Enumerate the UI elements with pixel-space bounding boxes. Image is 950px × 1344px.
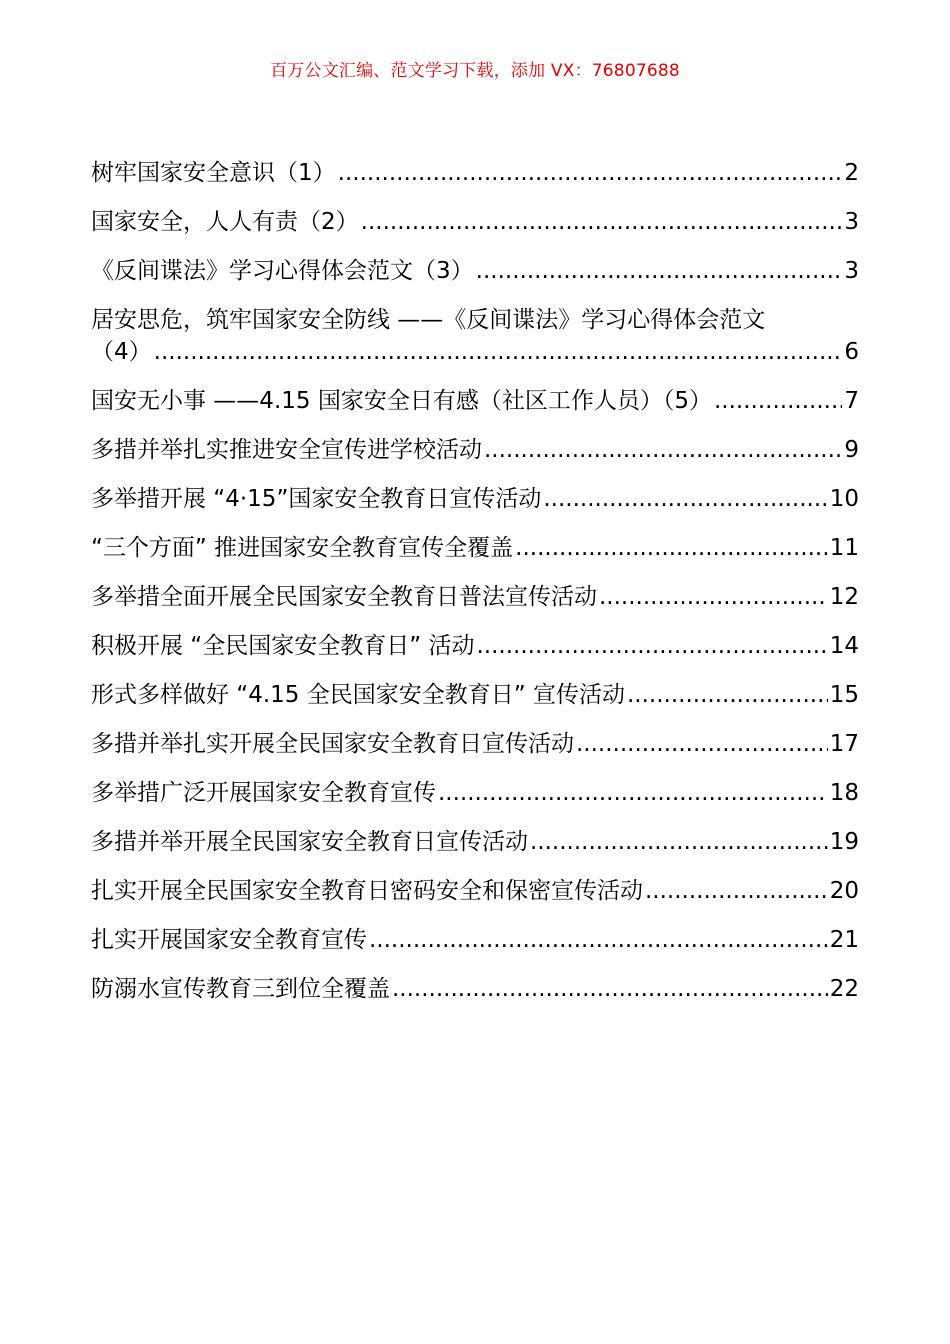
toc-dot-leader	[392, 974, 828, 1004]
toc-entry[interactable]	[91, 435, 859, 465]
toc-page-number: 9	[844, 437, 859, 463]
toc-entry-title: 多措并举扎实推进安全宣传进学校活动	[91, 437, 482, 463]
toc-dot-leader	[438, 778, 828, 808]
toc-page-number: 19	[829, 829, 859, 855]
toc-page-number: 3	[844, 209, 859, 235]
toc-dot-leader	[576, 729, 828, 759]
toc-entry-title: 多措并举开展全民国家安全教育日宣传活动	[91, 829, 528, 855]
toc-entry[interactable]	[91, 680, 859, 710]
table-of-contents	[91, 158, 859, 1004]
toc-entry-title: 多举措开展 “4·15”国家安全教育日宣传活动	[91, 486, 542, 512]
toc-dot-leader	[714, 386, 842, 416]
toc-entry-title: 积极开展 “全民国家安全教育日” 活动	[91, 633, 475, 659]
toc-entry[interactable]	[91, 484, 859, 514]
toc-entry-title: 防溺水宣传教育三到位全覆盖	[91, 976, 390, 1002]
toc-entry-title: 扎实开展国家安全教育宣传	[91, 927, 367, 953]
toc-entry-title: 树牢国家安全意识（1）	[91, 160, 336, 186]
toc-page-number: 17	[829, 731, 859, 757]
toc-entry-title: 形式多样做好 “4.15 全民国家安全教育日” 宣传活动	[91, 682, 625, 708]
toc-entry[interactable]	[91, 631, 859, 661]
toc-entry[interactable]	[91, 386, 859, 416]
toc-entry[interactable]	[91, 207, 859, 237]
toc-dot-leader	[515, 533, 828, 563]
toc-entry-title: 多举措广泛开展国家安全教育宣传	[91, 780, 436, 806]
toc-dot-leader	[369, 925, 828, 955]
toc-dot-leader	[154, 337, 843, 367]
toc-dot-leader	[645, 876, 828, 906]
toc-dot-leader	[543, 484, 827, 514]
toc-dot-leader	[627, 680, 828, 710]
toc-entry-title: “三个方面” 推进国家安全教育宣传全覆盖	[91, 535, 514, 561]
header-contact-note: 百万公文汇编、范文学习下载，添加 VX：76807688	[270, 61, 680, 81]
toc-page-number: 2	[844, 160, 859, 186]
toc-entry[interactable]	[91, 925, 859, 955]
toc-entry-title: 扎实开展全民国家安全教育日密码安全和保密宣传活动	[91, 878, 643, 904]
toc-entry[interactable]	[91, 827, 859, 857]
toc-page-number: 20	[829, 878, 859, 904]
toc-dot-leader	[361, 207, 843, 237]
toc-entry-title: 多措并举扎实开展全民国家安全教育日宣传活动	[91, 731, 574, 757]
toc-page-number: 11	[829, 535, 859, 561]
toc-entry-title: 国家安全，人人有责（2）	[91, 209, 359, 235]
toc-entry-title-line1: 居安思危，筑牢国家安全防线 ——《反间谍法》学习心得体会范文	[91, 307, 766, 333]
toc-dot-leader	[484, 435, 842, 465]
toc-page-number: 15	[829, 682, 859, 708]
toc-entry[interactable]	[91, 876, 859, 906]
toc-entry[interactable]	[91, 305, 859, 367]
toc-entry-title: （4）	[91, 339, 152, 365]
toc-page-number: 14	[829, 633, 859, 659]
toc-entry-title: 多举措全面开展全民国家安全教育日普法宣传活动	[91, 584, 597, 610]
toc-entry-title: 《反间谍法》学习心得体会范文（3）	[91, 258, 474, 284]
toc-page-number: 22	[829, 976, 859, 1002]
toc-page-number: 12	[829, 584, 859, 610]
toc-dot-leader	[476, 631, 827, 661]
toc-entry[interactable]	[91, 533, 859, 563]
toc-dot-leader	[476, 256, 843, 286]
toc-entry[interactable]	[91, 256, 859, 286]
toc-page-number: 6	[844, 339, 859, 365]
toc-page-number: 18	[829, 780, 859, 806]
toc-page-number: 21	[829, 927, 859, 953]
toc-entry[interactable]	[91, 158, 859, 188]
toc-entry[interactable]	[91, 778, 859, 808]
toc-entry-title: 国安无小事 ——4.15 国家安全日有感（社区工作人员）（5）	[91, 388, 712, 414]
toc-dot-leader	[338, 158, 843, 188]
toc-entry[interactable]	[91, 729, 859, 759]
toc-dot-leader	[530, 827, 828, 857]
toc-page-number: 3	[844, 258, 859, 284]
toc-page-number: 10	[829, 486, 859, 512]
toc-dot-leader	[599, 582, 828, 612]
toc-entry[interactable]	[91, 582, 859, 612]
toc-page-number: 7	[844, 388, 859, 414]
toc-entry[interactable]	[91, 974, 859, 1004]
